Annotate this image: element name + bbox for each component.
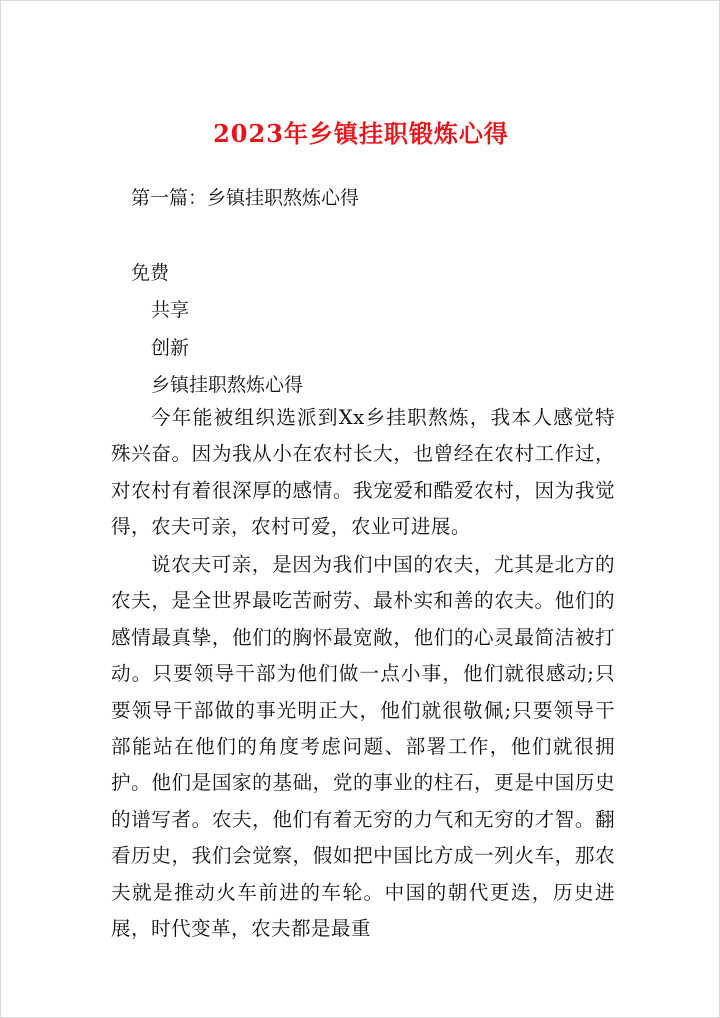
section-heading: 乡镇挂职熬炼心得 [151,374,304,396]
subtitle: 第一篇：乡镇挂职熬炼心得 [131,187,360,209]
tag-innovate: 创新 [151,337,190,359]
paragraph-2: 说农夫可亲，是因为我们中国的农夫，尤其是北方的农夫，是全世界最吃苦耐劳、最朴实和善的农夫。他们的感情最真挚，他们的胸怀最宽敞，他们的心灵最简洁被打动。只要领导干部为他们做一点小事，他们就很感动;只要领导干部做的事光明正大，他们就很敬佩;只要领导干部能站在他们的角度考虑问题、部署工作，他们就很拥护。他们是国家的基础，党的事业的柱石，更是中国历史的谱写者。农夫，他们有着无穷的力气和无穷的才智。翻看历史，我们会觉察，假如把中国比方成一列火车，那农夫就是推动火车前进的车轮。中国的朝代更迭，历史进展，时代变革，农夫都是最重 [111,553,615,941]
tag-share: 共享 [151,299,190,321]
paragraph-1: 今年能被组织选派到Xx乡挂职熬炼，我本人感觉特殊兴奋。因为我从小在农村长大，也曾经在农村工作过，对农村有着很深厚的感情。我宠爱和酷爱农村，因为我觉得，农夫可亲，农村可爱，农业可进展。 [111,406,615,539]
document-title: 2023年乡镇挂职锻炼心得 [213,119,509,148]
tag-free: 免费 [131,262,170,284]
